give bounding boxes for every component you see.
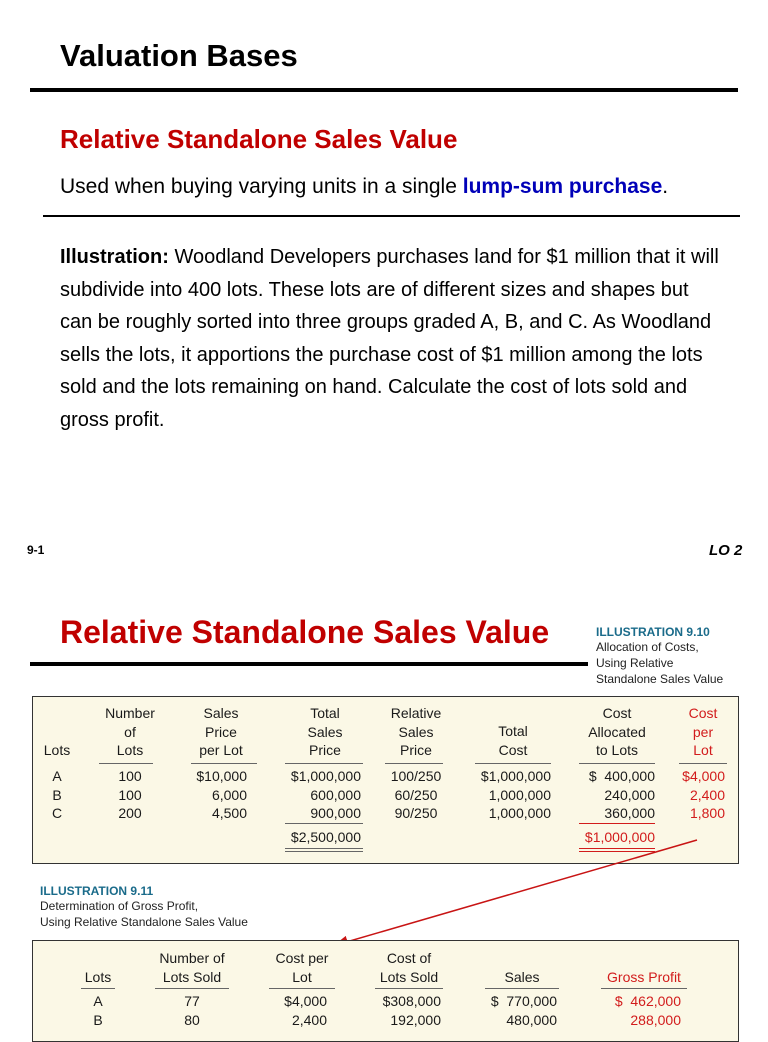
cell-relative: 90/250 xyxy=(394,805,438,821)
cell-relative: 100/250 xyxy=(390,768,442,784)
header-line: Sales xyxy=(398,723,434,740)
header-line: Cost per xyxy=(275,950,329,966)
header-line: Lot xyxy=(292,968,312,985)
cell-sales: 480,000 xyxy=(506,1012,557,1028)
page-number: 9-1 xyxy=(27,543,45,557)
header-line: Total xyxy=(310,705,340,721)
header-lots: Lots xyxy=(43,742,71,758)
header-line: Cost of xyxy=(386,950,432,966)
header-line: Lots Sold xyxy=(162,968,222,985)
cell-total-cost: 1,000,000 xyxy=(488,787,551,803)
header-line: to Lots xyxy=(595,742,639,758)
cell-total-sales: $1,000,000 xyxy=(290,768,361,784)
header-cost-sold xyxy=(367,949,451,986)
cell-number: 100 xyxy=(118,768,142,784)
header-line: Lots xyxy=(116,742,144,758)
cell-number: 100 xyxy=(118,787,142,803)
illustration-910-caption-line: Using Relative xyxy=(596,656,674,670)
header-line: Price xyxy=(205,723,237,740)
cell-per-lot: $4,000 xyxy=(682,768,725,784)
illustration-911-heading: ILLUSTRATION 9.11 xyxy=(40,884,154,898)
cell-number-sold: 77 xyxy=(184,993,200,1009)
illustration-910-heading: ILLUSTRATION 9.10 xyxy=(596,625,710,639)
cell-lot: B xyxy=(52,787,62,803)
illustration-910-caption-line: Standalone Sales Value xyxy=(596,672,724,686)
header-line: Cost xyxy=(498,741,528,758)
cell-cost-sold: 192,000 xyxy=(390,1012,441,1028)
cell-number: 200 xyxy=(118,805,142,821)
illustration-label: Illustration: xyxy=(60,246,169,268)
header-underline xyxy=(155,988,229,989)
cell-lot: A xyxy=(93,993,103,1009)
gross-profit-table xyxy=(32,940,739,1042)
header-line: per Lot xyxy=(199,742,243,758)
header-line: Cost xyxy=(602,705,632,721)
header-line: Allocated xyxy=(588,723,646,740)
header-line: Lots Sold xyxy=(379,968,439,985)
cell-lot: B xyxy=(93,1012,103,1028)
illustration-body: Woodland Developers purchases land for $1 million that it will subdivide into 400 lots. These lots are of different sizes and shapes but can be roughly sorted into three groups graded A, B, and C. As Woodland sells the lots, it apportions the purchase cost of $1 million among the lots sold and the lots remaining on hand. Calculate the cost of lots sold and gross profit. xyxy=(60,246,719,431)
cell-allocated: 360,000 xyxy=(604,805,655,821)
header-line: Sales xyxy=(203,705,239,721)
definition-prefix: Used when buying varying units in a single xyxy=(60,175,463,198)
header-underline xyxy=(485,988,559,989)
cell-total-cost: 1,000,000 xyxy=(488,805,551,821)
illustration-910-caption-line: Allocation of Costs, xyxy=(596,640,699,654)
header-sales: Sales xyxy=(504,969,540,985)
cell-allocated: 240,000 xyxy=(604,787,655,803)
cell-lot: A xyxy=(52,768,62,784)
header-underline xyxy=(269,988,335,989)
header-line: Number of xyxy=(159,950,225,966)
definition-suffix: . xyxy=(662,175,669,198)
slide-title: Valuation Bases xyxy=(60,38,298,73)
header-line: Price xyxy=(309,742,341,758)
header-line: Number xyxy=(105,705,155,721)
illustration-911-caption-line: Using Relative Standalone Sales Value xyxy=(40,915,248,929)
header-line: Lot xyxy=(693,742,713,758)
cell-cost-per-lot: 2,400 xyxy=(291,1012,327,1028)
cell-total-cost: $1,000,000 xyxy=(480,768,551,784)
cell-price: $10,000 xyxy=(196,768,247,784)
header-underline xyxy=(81,988,115,989)
allocated-sum: $1,000,000 xyxy=(584,829,655,845)
cell-gross-profit: 288,000 xyxy=(630,1012,681,1028)
cell-relative: 60/250 xyxy=(394,787,438,803)
cell-cost-sold: $308,000 xyxy=(382,993,441,1009)
definition-keyword: lump-sum purchase xyxy=(462,175,663,198)
header-number-sold xyxy=(145,949,239,986)
cell-cost-per-lot: $4,000 xyxy=(284,993,327,1009)
cell-total-sales: 900,000 xyxy=(310,805,361,821)
cell-allocated: $ 400,000 xyxy=(588,768,655,784)
cell-total-sales: 600,000 xyxy=(310,787,361,803)
cell-number-sold: 80 xyxy=(184,1012,200,1028)
header-lots: Lots xyxy=(84,969,112,985)
cell-lot: C xyxy=(51,805,63,821)
header-cost-per-lot xyxy=(261,949,343,986)
header-line: Cost xyxy=(688,705,718,721)
cell-sales: $ 770,000 xyxy=(490,993,557,1009)
illustration-911-caption-line: Determination of Gross Profit, xyxy=(40,899,199,913)
cell-price: 6,000 xyxy=(211,787,247,803)
header-gross-profit: Gross Profit xyxy=(607,969,681,985)
slide-subtitle: Relative Standalone Sales Value xyxy=(60,124,458,154)
cell-gross-profit: $ 462,000 xyxy=(614,993,681,1009)
cell-per-lot: 2,400 xyxy=(689,787,725,803)
total-sales-sum: $2,500,000 xyxy=(290,829,361,845)
header-line: Relative xyxy=(390,705,442,721)
learning-objective: LO 2 xyxy=(709,542,743,559)
header-line: Price xyxy=(400,742,432,758)
header-line: of xyxy=(124,723,136,740)
header-line: Total xyxy=(498,723,528,739)
header-underline xyxy=(375,988,443,989)
slide-title-2: Relative Standalone Sales Value xyxy=(60,614,550,650)
header-underline xyxy=(601,988,687,989)
cell-per-lot: 1,800 xyxy=(689,805,725,821)
header-line: per xyxy=(692,723,714,740)
header-line: Sales xyxy=(307,723,343,740)
cell-price: 4,500 xyxy=(211,805,247,821)
